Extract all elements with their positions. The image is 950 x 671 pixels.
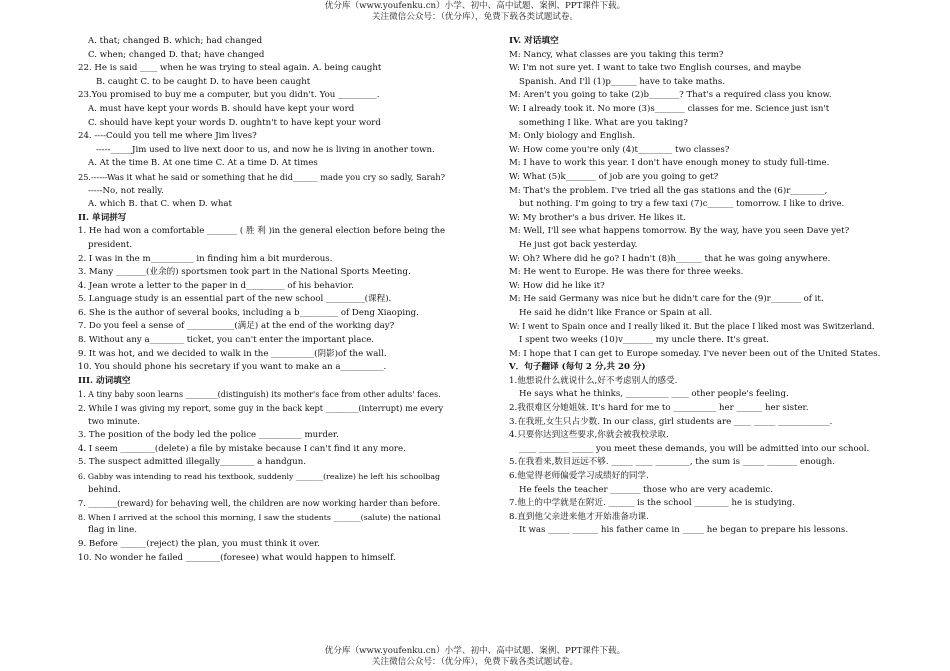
translation-8-chinese: 8.直到他父亲进来他才开始准备功课. [509, 511, 649, 522]
dialog-line-3: M: Aren't you going to take (2)b_______? That's a required class you know. [509, 90, 832, 101]
dialog-line-9: M: That's the problem. I've tried all the gas stations and the (6)r________, [509, 185, 828, 196]
dialog-line-7: M: I have to work this year. I don't have enough money to study full-time. [509, 158, 830, 169]
dialog-line-4: W: I already took it. No more (3)s_______ classes for me. Science just isn't [509, 103, 830, 114]
q23-stem: 23.You promised to buy me a computer, but you didn't. You _________. [78, 90, 380, 101]
verb-item-2-cont: two minute. [88, 416, 140, 427]
q21-options-cd: C. when; changed D. that; have changed [88, 49, 265, 60]
dialog-line-10: W: My brother's a bus driver. He likes it. [509, 212, 686, 223]
translation-1-chinese: 1.他想说什么就说什么,好不考虑别人的感受. [509, 375, 678, 386]
dialog-line-1: M: Nancy, what classes are you taking this term? [509, 49, 724, 60]
translation-6-english: He feels the teacher _______ those who are very academic. [519, 484, 774, 495]
footer-line-2: 关注微信公众号：（优分库），免费下载各类试题试卷。 [371, 657, 579, 667]
spelling-item-3: 3. Many _______(业余的) sportsmen took part in the National Sports Meeting. [78, 267, 411, 278]
translation-6-chinese: 6.他觉得老师偏爱学习成绩好的同学. [509, 471, 649, 481]
q24-response: -----_____Jim used to live next door to us, and now he is living in another town. [96, 144, 435, 155]
right-column [509, 35, 881, 538]
verb-item-4: 4. I seem ________(delete) a file by mistake because I can't find it any more. [78, 443, 406, 454]
section-iii-heading: III. 动词填空 [78, 375, 131, 386]
dialog-line-4-cont: something I like. What are you taking? [519, 117, 688, 128]
dialog-line-9-cont: but nothing. I'm going to try a few taxi (7)c______ tomorrow. I like to drive. [519, 199, 845, 210]
verb-item-10: 10. No wonder he failed ________(foresee) what would happen to himself. [78, 552, 396, 563]
q25-options: A. which B. that C. when D. what [88, 199, 232, 210]
verb-item-8: 8. When I arrived at the school this morning, I saw the students _______(salute) the national [78, 512, 441, 522]
page-footer [0, 646, 950, 668]
spelling-item-9: 9. It was hot, and we decided to walk in the __________(阴影)of the wall. [78, 348, 387, 359]
translation-3: 3.在我班,女生只占少数. In our class, girl students are ____ _____ ____________. [509, 416, 833, 427]
verb-item-2: 2. While I was giving my report, some guy in the back kept ________(interrupt) me every [78, 403, 444, 414]
q21-options-ab: A. that; changed B. which; had changed [88, 36, 263, 46]
dialog-line-12: W: Oh? Where did he go? I hadn't (8)h______ that he was going anywhere. [509, 253, 831, 264]
q24-stem: 24. ----Could you tell me where Jim lives? [78, 131, 257, 142]
dialog-line-6: W: How come you're only (4)t________ two classes? [509, 144, 730, 155]
translation-7: 7.他上的中学就是在附近. ______ is the school ________ he is studying. [509, 498, 796, 509]
verb-item-3: 3. The position of the body led the police __________ murder. [78, 430, 339, 441]
section-ii-heading: II. 单词拼写 [78, 212, 127, 223]
spelling-item-8: 8. Without any a________ ticket, you can't enter the important place. [78, 335, 375, 346]
spelling-item-7: 7. Do you feel a sense of ___________(满足) at the end of the working day? [78, 321, 395, 332]
left-column [78, 35, 445, 565]
q23-options-cd: C. should have kept your words D. oughtn't to have kept your word [88, 117, 381, 128]
spelling-item-2: 2. I was in the m__________ in finding him a bit murderous. [78, 253, 333, 264]
dialog-line-17: M: I hope that I can get to Europe someday. I've never been out of the United States. [509, 348, 881, 359]
footer-line-1: 优分库（www.youfenku.cn）小学、初中、高中试题、案例、PPT课件下载。 [324, 646, 626, 656]
dialog-line-8: W: What (5)k_______ of job are you going to get? [509, 171, 719, 182]
translation-8-english: It was _____ ______ his father came in _____ he began to prepare his lessons. [519, 525, 849, 536]
spelling-item-5: 5. Language study is an essential part of the new school _________(课程). [78, 294, 392, 305]
q22-stem: 22. He is said ____ when he was trying to steal again. A. being caught [78, 63, 382, 74]
dialog-line-2-cont: Spanish. And I'll (1)p______ have to take maths. [519, 76, 726, 87]
dialog-line-5: M: Only biology and English. [509, 131, 636, 142]
translation-4-english: ____ _______ _____ you meet these demands, you will be admitted into our school. [519, 443, 870, 454]
dialog-line-15-cont: He said he didn't like France or Spain at all. [519, 307, 713, 318]
dialog-line-2: W: I'm not sure yet. I want to take two English courses, and maybe [509, 63, 802, 74]
dialog-line-15: M: He said Germany was nice but he didn't care for the (9)r_______ of it. [509, 294, 824, 305]
dialog-line-11: M: Well, I'll see what happens tomorrow. By the way, have you seen Dave yet? [509, 226, 850, 237]
header-line-2: 关注微信公众号：（优分库），免费下载各类试题试卷。 [371, 12, 579, 22]
verb-item-1: 1. A tiny baby soon learns ________(distinguish) its mother's face from other adults' faces. [78, 390, 441, 400]
spelling-item-1: 1. He had won a comfortable _______ ( 胜 利 )in the general election before being the [78, 226, 446, 237]
verb-item-6-cont: behind. [88, 484, 121, 495]
spelling-item-4: 4. Jean wrote a letter to the paper in d_________ of his behavior. [78, 280, 354, 291]
verb-item-7: 7. _______(reward) for behaving well, the children are now working harder than before. [78, 498, 441, 509]
dialog-line-16-cont: I spent two weeks (10)v_______ my uncle there. It's great. [519, 335, 770, 346]
verb-item-5: 5. The suspect admitted illegally________ a handgun. [78, 457, 306, 468]
q25-response: -----No, not really. [88, 185, 164, 196]
verb-item-6: 6. Gabby was intending to read his textbook, suddenly _______(realize) he left his schoolbag [78, 472, 441, 481]
verb-item-9: 9. Before ______(reject) the plan, you must think it over. [78, 538, 320, 549]
spelling-item-6: 6. She is the author of several books, including a b_________ of Deng Xiaoping. [78, 307, 419, 318]
dialog-line-13: M: He went to Europe. He was there for three weeks. [509, 267, 744, 278]
section-iv-heading: IV. 对话填空 [509, 36, 559, 46]
page-header [0, 1, 950, 23]
q24-options: A. At the time B. At one time C. At a time D. At times [88, 158, 318, 169]
q25-stem: 25.------Was it what he said or something that he did______ made you cry so sadly, Sarah? [78, 171, 446, 182]
translation-2: 2.我很难区分她姐妹. It's hard for me to __________ her ______ her sister. [509, 403, 809, 414]
q23-options-ab: A. must have kept your words B. should have kept your word [88, 103, 355, 114]
section-v-heading: V．句子翻译 (每句 2 分,共 20 分) [509, 362, 646, 373]
dialog-line-16: W: I went to Spain once and I really liked it. But the place I liked most was Switzerland. [509, 321, 875, 332]
translation-5: 5.在我看来,数目远远不够. _____ ____ ________, the sum is _____ _______ enough. [509, 457, 835, 468]
header-line-1: 优分库（www.youfenku.cn）小学、初中、高中试题、案例、PPT课件下载。 [324, 1, 626, 11]
dialog-line-14: W: How did he like it? [509, 280, 605, 291]
translation-4-chinese: 4.只要你达到这些要求,你就会被我校录取. [509, 430, 669, 441]
dialog-line-11-cont: He just got back yesterday. [519, 239, 638, 250]
spelling-item-1-cont: president. [88, 239, 133, 250]
translation-1-english: He says what he thinks, __________ ____ other people's feeling. [519, 389, 789, 400]
q22-options: B. caught C. to be caught D. to have been caught [96, 76, 311, 87]
verb-item-8-cont: flag in line. [88, 525, 137, 536]
spelling-item-10: 10. You should phone his secretary if you want to make an a__________. [78, 362, 387, 373]
